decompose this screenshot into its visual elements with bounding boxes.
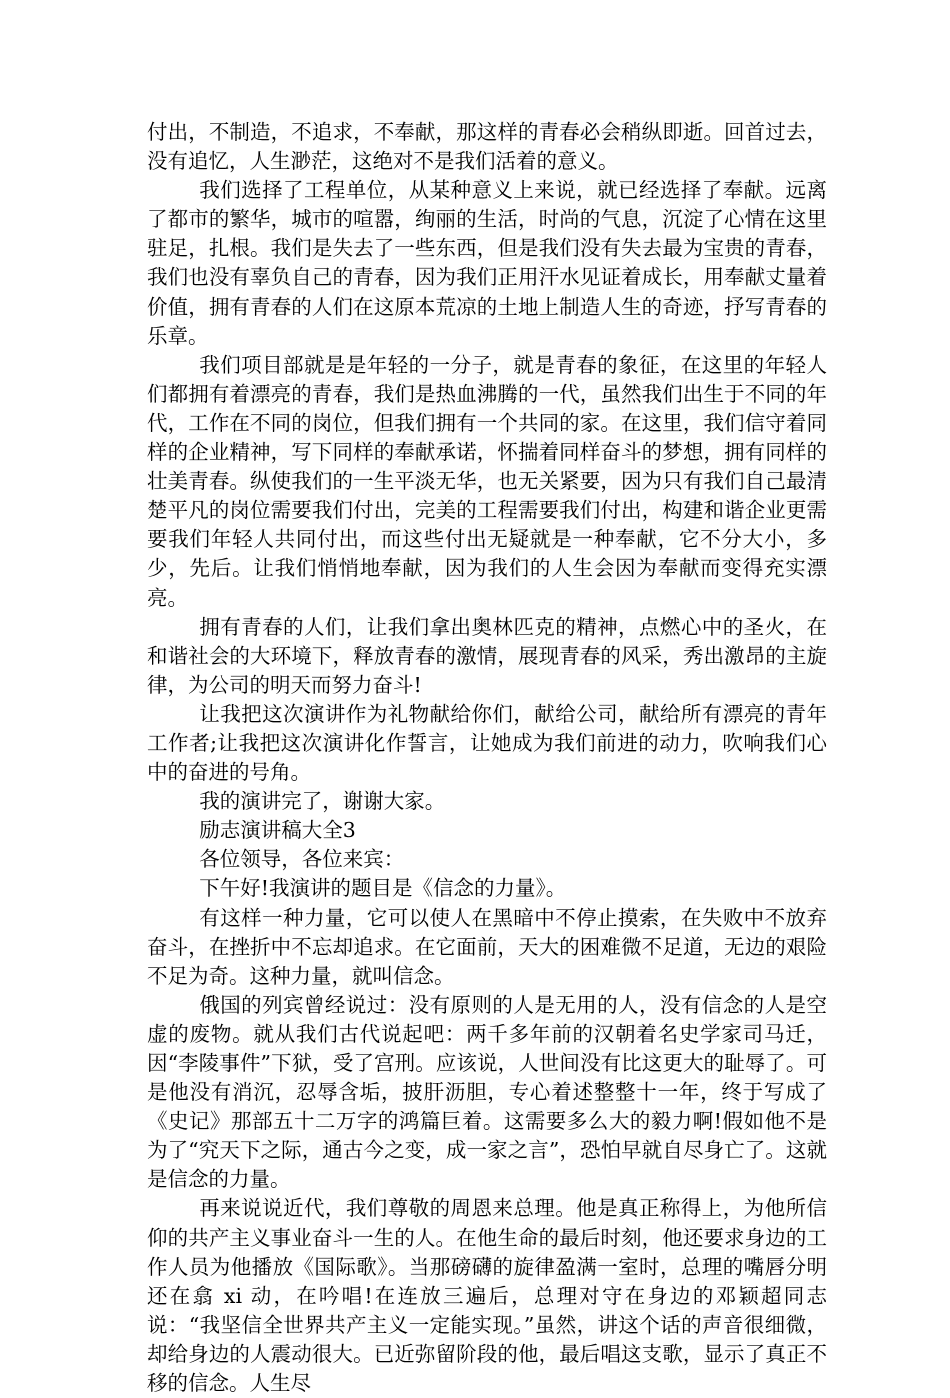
document-body	[147, 118, 827, 1398]
paragraph: 我们项目部就是是年轻的一分子，就是青春的象征，在这里的年轻人们都拥有着漂亮的青春，我们是热血沸腾的一代，虽然我们出生于不同的年代，工作在不同的岗位，但我们拥有一个共同的家。在这里，我们信守着同样的企业精神，写下同样的奉献承诺，怀揣着同样奋斗的梦想，拥有同样的壮美青春。纵使我们的一生平淡无华，也无关紧要，因为只有我们自己最清楚平凡的岗位需要我们付出，完美的工程需要我们付出，构建和谐企业更需要我们年轻人共同付出，而这些付出无疑就是一种奉献，它不分大小，多少，先后。让我们悄悄地奉献，因为我们的人生会因为奉献而变得充实漂亮。	[147, 352, 827, 610]
paragraph: 我们选择了工程单位，从某种意义上来说，就已经选择了奉献。远离了都市的繁华，城市的喧嚣，绚丽的生活，时尚的气息，沉淀了心情在这里驻足，扎根。我们是失去了一些东西，但是我们没有失去最为宝贵的青春，我们也没有辜负自己的青春，因为我们正用汗水见证着成长，用奉献丈量着价值，拥有青春的人们在这原本荒凉的土地上制造人生的奇迹，抒写青春的乐章。	[147, 178, 827, 348]
salutation: 各位领导，各位来宾：	[199, 847, 405, 872]
paragraph: 再来说说近代，我们尊敬的周恩来总理。他是真正称得上，为他所信仰的共产主义事业奋斗一生的人。在他生命的最后时刻，他还要求身边的工作人员为他播放《国际歌》。当那磅礴的旋律盈满一室时，总理的嘴唇分明还在翕 xi 动，在吟唱!在连放三遍后，总理对守在身边的邓颖超同志说：“我坚信全世界共产主义一定能实现。”虽然，讲这个话的声音很细微，却给身边的人震动很大。已近弥留阶段的他，最后唱这支歌，显示了真正不移的信念。人生尽	[147, 1196, 827, 1396]
paragraph: 有这样一种力量，它可以使人在黑暗中不停止摸索，在失败中不放弃奋斗，在挫折中不忘却追求。在它面前，天大的困难微不足道，无边的艰险不足为奇。这种力量，就叫信念。	[147, 905, 827, 988]
section-title: 励志演讲稿大全3	[199, 818, 356, 843]
paragraph: 我的演讲完了，谢谢大家。	[199, 789, 446, 814]
paragraph: 付出，不制造，不追求，不奉献，那这样的青春必会稍纵即逝。回首过去，没有追忆，人生渺茫，这绝对不是我们活着的意义。	[147, 120, 827, 174]
paragraph: 俄国的列宾曾经说过：没有原则的人是无用的人，没有信念的人是空虚的废物。就从我们古代说起吧：两千多年前的汉朝着名史学家司马迁，因“李陵事件”下狱，受了宫刑。应该说，人世间没有比这更大的耻辱了。可是他没有消沉，忍辱含垢，披肝沥胆，专心着述整整十一年，终于写成了《史记》那部五十二万字的鸿篇巨着。这需要多么大的毅力啊!假如他不是为了“究天下之际，通古今之变，成一家之言”，恐怕早就自尽身亡了。这就是信念的力量。	[147, 992, 827, 1192]
paragraph: 让我把这次演讲作为礼物献给你们，献给公司，献给所有漂亮的青年工作者;让我把这次演讲化作誓言，让她成为我们前进的动力，吹响我们心中的奋进的号角。	[147, 701, 827, 785]
paragraph: 下午好!我演讲的题目是《信念的力量》。	[199, 876, 567, 901]
paragraph: 拥有青春的人们，让我们拿出奥林匹克的精神，点燃心中的圣火，在和谐社会的大环境下，释放青春的激情，展现青春的风采，秀出激昂的主旋律，为公司的明天而努力奋斗!	[147, 614, 827, 697]
